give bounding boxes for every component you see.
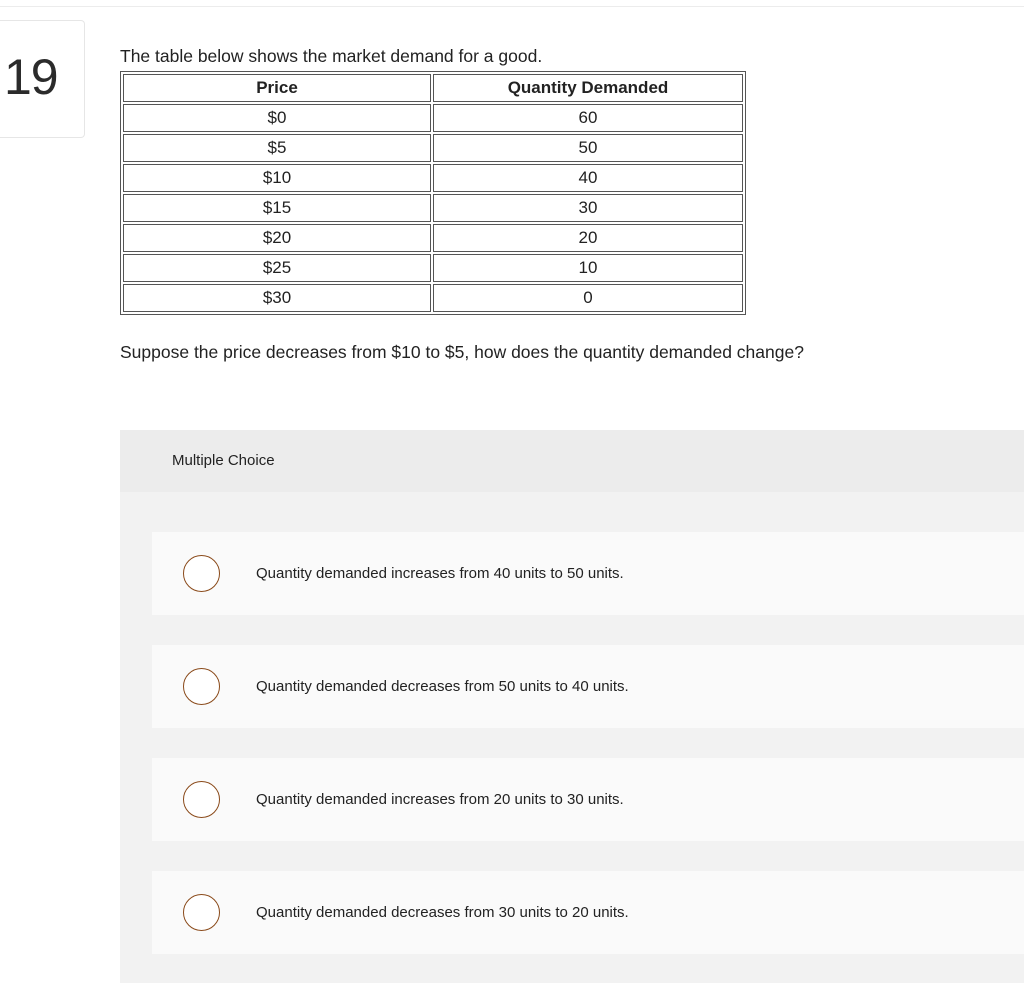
quantity-cell: 30 [433, 194, 743, 222]
question-number: 19 [4, 49, 58, 105]
quantity-cell: 0 [433, 284, 743, 312]
radio-button[interactable] [183, 894, 220, 931]
question-prompt: Suppose the price decreases from $10 to $5, how does the quantity demanded change? [120, 342, 804, 362]
table-row [123, 224, 743, 252]
top-divider [0, 6, 1024, 7]
header-price: Price [123, 74, 431, 102]
quantity-cell: 20 [433, 224, 743, 252]
quantity-cell: 40 [433, 164, 743, 192]
multiple-choice-header [120, 430, 1024, 492]
answer-option-1[interactable] [152, 532, 1024, 615]
answer-option-2[interactable] [152, 645, 1024, 728]
price-cell: $5 [123, 134, 431, 162]
price-cell: $0 [123, 104, 431, 132]
table-row [123, 104, 743, 132]
multiple-choice-label: Multiple Choice [172, 452, 275, 469]
radio-button[interactable] [183, 555, 220, 592]
header-quantity: Quantity Demanded [433, 74, 743, 102]
price-cell: $15 [123, 194, 431, 222]
demand-table [120, 71, 746, 315]
answer-option-text: Quantity demanded decreases from 30 units to 20 units. [256, 904, 629, 921]
multiple-choice-panel [120, 430, 1024, 983]
table-row [123, 194, 743, 222]
question-intro: The table below shows the market demand for a good. [120, 46, 543, 66]
table-row [123, 284, 743, 312]
price-cell: $25 [123, 254, 431, 282]
answer-option-text: Quantity demanded increases from 40 units to 50 units. [256, 565, 624, 582]
answer-option-3[interactable] [152, 758, 1024, 841]
price-cell: $30 [123, 284, 431, 312]
quantity-cell: 60 [433, 104, 743, 132]
table-header-row [123, 74, 743, 102]
table-row [123, 254, 743, 282]
price-cell: $10 [123, 164, 431, 192]
quantity-cell: 50 [433, 134, 743, 162]
table-row [123, 164, 743, 192]
answer-option-text: Quantity demanded decreases from 50 units to 40 units. [256, 678, 629, 695]
radio-button[interactable] [183, 781, 220, 818]
table-row [123, 134, 743, 162]
price-cell: $20 [123, 224, 431, 252]
answer-option-text: Quantity demanded increases from 20 units to 30 units. [256, 791, 624, 808]
answer-option-4[interactable] [152, 871, 1024, 954]
radio-button[interactable] [183, 668, 220, 705]
quantity-cell: 10 [433, 254, 743, 282]
